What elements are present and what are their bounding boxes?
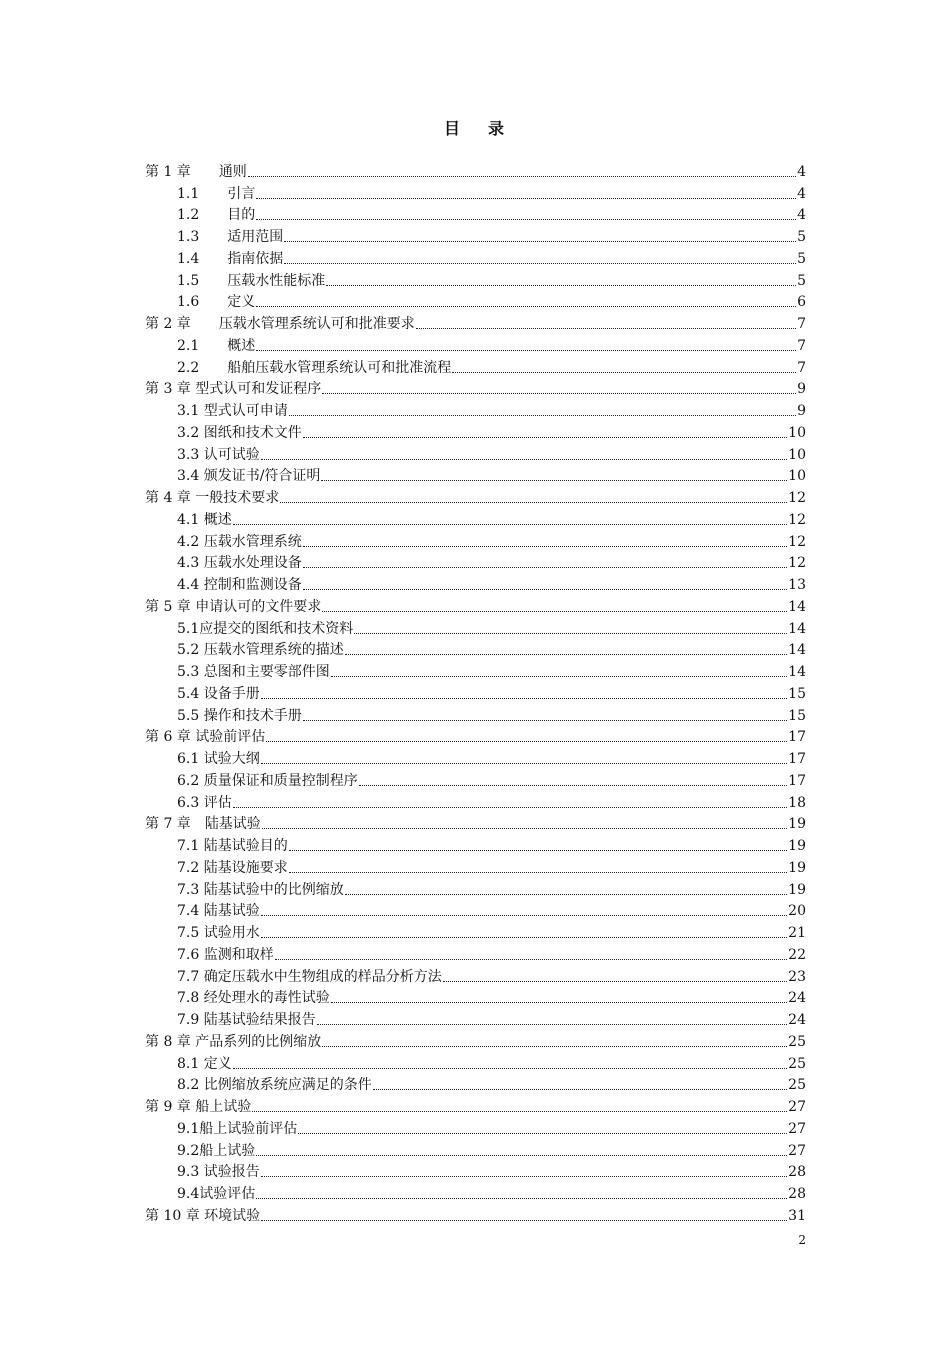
toc-entry-page: 5 (797, 229, 806, 245)
toc-entry-separator (199, 337, 227, 355)
dot-leader (322, 1045, 787, 1047)
toc-entry-number: 5.5 (177, 707, 200, 724)
toc-entry-separator (199, 185, 227, 203)
toc-entry-section[interactable] (145, 681, 806, 703)
dot-leader (275, 958, 787, 960)
dot-leader (233, 806, 787, 808)
toc-entry-label: 压载水管理系统 (203, 533, 302, 550)
toc-entry-number: 4.2 (177, 533, 200, 550)
dot-leader (452, 371, 796, 373)
toc-entry-number: 1.4 (177, 250, 200, 267)
dot-leader (303, 545, 787, 547)
dot-leader (345, 893, 787, 895)
toc-entry-label: 陆基试验目的 (203, 838, 288, 854)
toc-entry-label: 压载水处理设备 (203, 555, 302, 572)
dot-leader (261, 762, 787, 764)
toc-entry-number: 9.3 (177, 1164, 200, 1181)
dot-leader (416, 327, 796, 329)
toc-entry-section[interactable] (145, 420, 806, 442)
toc-entry-section[interactable] (145, 616, 806, 638)
toc-entry-label: 环境试验 (204, 1207, 261, 1224)
toc-entry-page: 22 (788, 946, 806, 963)
toc-entry-chapter[interactable] (145, 594, 806, 616)
dot-leader (256, 218, 796, 220)
toc-entry-label: 监测和取样 (203, 946, 274, 963)
toc-entry-label: 颁发证书/符合证明 (203, 468, 321, 485)
toc-entry-number: 6.3 (177, 794, 200, 811)
toc-entry-section[interactable] (145, 1007, 806, 1029)
toc-entry-separator (199, 250, 227, 268)
toc-entry-page: 31 (788, 1207, 806, 1224)
toc-entry-page: 10 (788, 424, 806, 441)
toc-entry-label: 船上试验 (199, 1142, 256, 1159)
toc-entry-number: 8.1 (177, 1055, 200, 1072)
toc-entry-number: 2.2 (177, 359, 200, 376)
toc-entry-label: 船上试验 (195, 1099, 252, 1115)
toc-entry-label: 应提交的图纸和技术资料 (199, 620, 354, 637)
toc-entry-page: 17 (788, 729, 806, 746)
dot-leader (303, 719, 787, 721)
toc-entry-label: 评估 (203, 794, 232, 811)
toc-entry-number: 7.3 (177, 881, 200, 898)
dot-leader (303, 436, 787, 438)
toc-entry-page: 7 (797, 359, 806, 376)
toc-entry-number: 1.6 (177, 294, 200, 311)
dot-leader (289, 849, 787, 851)
toc-entry-section[interactable] (145, 659, 806, 681)
toc-entry-section[interactable] (145, 964, 806, 986)
toc-entry-page: 27 (788, 1099, 806, 1115)
toc-title (0, 116, 950, 139)
toc-entry-page: 12 (788, 555, 806, 572)
toc-entry-section[interactable] (145, 1138, 806, 1160)
toc-entry-section[interactable] (145, 1181, 806, 1203)
toc-entry-label: 船舶压载水管理系统认可和批准流程 (227, 359, 452, 376)
toc-entry-label: 引言 (227, 185, 256, 202)
toc-entry-number: 5.2 (177, 642, 200, 659)
toc-entry-section[interactable] (145, 572, 806, 594)
dot-leader (256, 349, 796, 351)
toc-entry-number: 第 6 章 (145, 729, 191, 746)
toc-entry-label: 试验大纲 (203, 751, 260, 767)
page-number: 2 (798, 1233, 806, 1247)
toc-entry-page: 15 (788, 685, 806, 702)
toc-entry-page: 14 (788, 664, 806, 680)
toc-entry-number: 1.3 (177, 229, 200, 245)
toc-entry-label: 船上试验前评估 (199, 1120, 298, 1137)
toc-entry-separator (191, 315, 219, 333)
dot-leader (443, 980, 787, 982)
dot-leader (248, 175, 796, 177)
toc-entry-page: 13 (788, 577, 806, 593)
toc-entry-number: 7.7 (177, 968, 200, 985)
toc-entry-section[interactable] (145, 986, 806, 1008)
toc-entry-number: 第 1 章 (145, 163, 191, 180)
toc-entry-number: 5.1 (177, 620, 200, 637)
toc-entry-page: 28 (788, 1164, 806, 1181)
toc-entry-label: 试验前评估 (195, 729, 266, 746)
dot-leader (331, 1001, 787, 1003)
dot-leader (252, 1110, 787, 1112)
dot-leader (322, 610, 787, 612)
toc-entry-label: 确定压载水中生物组成的样品分析方法 (203, 968, 442, 985)
toc-entry-number: 6.2 (177, 772, 200, 789)
toc-entry-page: 25 (788, 1077, 806, 1094)
toc-entry-page: 20 (788, 903, 806, 920)
toc-entry-number: 第 3 章 (145, 381, 191, 398)
toc-entry-section[interactable] (145, 551, 806, 573)
toc-entry-number: 7.2 (177, 859, 200, 876)
toc-entry-label: 操作和技术手册 (203, 707, 302, 724)
toc-entry-page: 6 (797, 294, 806, 311)
toc-entry-section[interactable] (145, 181, 806, 203)
dot-leader (345, 653, 787, 655)
toc-entry-label: 指南依据 (227, 250, 284, 267)
dot-leader (262, 827, 787, 829)
dot-leader (322, 392, 796, 394)
toc-entry-page: 15 (788, 707, 806, 724)
toc-entry-section[interactable] (145, 268, 806, 290)
toc-entry-page: 19 (788, 859, 806, 876)
toc-entry-number: 第 8 章 (145, 1033, 191, 1050)
toc-entry-page: 12 (788, 511, 806, 528)
toc-entry-label: 目的 (227, 207, 256, 224)
toc-entry-section[interactable] (145, 920, 806, 942)
toc-entry-label: 通则 (218, 163, 247, 180)
dot-leader (317, 1023, 787, 1025)
toc-entry-number: 第 9 章 (145, 1099, 191, 1115)
dot-leader (303, 566, 787, 568)
toc-entry-label: 总图和主要零部件图 (203, 664, 330, 680)
toc-entry-number: 3.1 (177, 403, 200, 419)
toc-entry-page: 25 (788, 1033, 806, 1050)
toc-entry-section[interactable] (145, 703, 806, 725)
toc-entry-chapter[interactable] (145, 377, 806, 399)
toc-entry-section[interactable] (145, 790, 806, 812)
toc-entry-page: 27 (788, 1142, 806, 1159)
toc-entry-number: 第 5 章 (145, 598, 191, 615)
dot-leader (261, 458, 787, 460)
toc-entry-section[interactable] (145, 877, 806, 899)
toc-entry-section[interactable] (145, 1116, 806, 1138)
toc-entry-label: 质量保证和质量控制程序 (203, 772, 358, 789)
toc-entry-chapter[interactable] (145, 1203, 806, 1225)
toc-entry-page: 7 (797, 337, 806, 354)
toc-entry-label: 图纸和技术文件 (203, 424, 302, 441)
toc-entry-section[interactable] (145, 507, 806, 529)
toc-entry-page: 5 (797, 272, 806, 289)
dot-leader (256, 197, 796, 199)
toc-entry-number: 第 7 章 (145, 816, 191, 833)
toc-entry-label: 经处理水的毒性试验 (203, 990, 330, 1007)
dot-leader (289, 414, 796, 416)
toc-entry-label: 型式认可和发证程序 (195, 381, 322, 398)
dot-leader (261, 936, 787, 938)
toc-entry-separator (199, 228, 227, 246)
toc-entry-label: 产品系列的比例缩放 (195, 1033, 322, 1050)
dot-leader (261, 914, 787, 916)
toc-entry-number: 4.1 (177, 511, 200, 528)
dot-leader (284, 240, 796, 242)
toc-entry-page: 9 (797, 403, 806, 419)
toc-entry-label: 定义 (227, 294, 256, 311)
toc-entry-number: 9.4 (177, 1186, 200, 1202)
dot-leader (359, 784, 787, 786)
toc-entry-number: 2.1 (177, 337, 200, 354)
toc-entry-number: 3.4 (177, 468, 200, 485)
toc-entry-number: 第 4 章 (145, 490, 191, 506)
toc-entry-page: 7 (797, 316, 806, 332)
toc-entry-chapter[interactable] (145, 725, 806, 747)
toc-entry-section[interactable] (145, 638, 806, 660)
dot-leader (298, 1132, 787, 1134)
toc-entry-section[interactable] (145, 203, 806, 225)
toc-entry-page: 17 (788, 751, 806, 767)
toc-entry-separator (199, 293, 227, 311)
toc-entry-number: 9.2 (177, 1142, 200, 1159)
toc-entry-page: 4 (797, 207, 806, 224)
toc-entry-label: 比例缩放系统应满足的条件 (203, 1077, 372, 1094)
toc-entry-number: 8.2 (177, 1077, 200, 1094)
toc-entry-number: 7.8 (177, 990, 200, 1007)
toc-entry-label: 试验用水 (203, 925, 260, 941)
toc-entry-page: 24 (788, 990, 806, 1007)
toc-entry-number: 3.3 (177, 446, 200, 463)
dot-leader (266, 740, 787, 742)
toc-entry-number: 7.9 (177, 1012, 200, 1028)
toc-entry-label: 陆基试验 (204, 816, 261, 833)
toc-entry-number: 7.6 (177, 946, 200, 963)
toc-entry-section[interactable] (145, 833, 806, 855)
toc-entry-label: 定义 (203, 1055, 232, 1072)
dot-leader (261, 697, 787, 699)
toc-entry-number: 6.1 (177, 751, 200, 767)
dot-leader (256, 1197, 787, 1199)
table-of-contents (145, 159, 806, 1225)
toc-entry-page: 10 (788, 468, 806, 485)
toc-entry-section[interactable] (145, 442, 806, 464)
toc-entry-chapter[interactable] (145, 1029, 806, 1051)
toc-entry-number: 第 10 章 (145, 1207, 200, 1224)
toc-entry-page: 19 (788, 816, 806, 833)
toc-entry-section[interactable] (145, 290, 806, 312)
toc-entry-section[interactable] (145, 246, 806, 268)
toc-entry-section[interactable] (145, 855, 806, 877)
toc-entry-label: 陆基试验结果报告 (203, 1012, 316, 1028)
toc-entry-label: 陆基试验中的比例缩放 (203, 881, 344, 898)
toc-entry-page: 12 (788, 490, 806, 506)
toc-entry-section[interactable] (145, 398, 806, 420)
dot-leader (331, 675, 787, 677)
toc-title-part2: 录 (488, 119, 507, 138)
toc-entry-label: 压载水性能标准 (227, 272, 326, 289)
toc-entry-separator (191, 815, 205, 833)
toc-entry-chapter[interactable] (145, 812, 806, 834)
dot-leader (233, 523, 787, 525)
toc-entry-section[interactable] (145, 746, 806, 768)
dot-leader (289, 871, 787, 873)
toc-entry-page: 19 (788, 881, 806, 898)
toc-entry-number: 4.3 (177, 555, 200, 572)
toc-entry-chapter[interactable] (145, 485, 806, 507)
dot-leader (326, 284, 796, 286)
toc-entry-chapter[interactable] (145, 159, 806, 181)
toc-entry-label: 认可试验 (203, 446, 260, 463)
toc-entry-number: 第 2 章 (145, 316, 191, 332)
toc-entry-page: 12 (788, 533, 806, 550)
toc-entry-separator (199, 272, 227, 290)
toc-entry-number: 9.1 (177, 1120, 200, 1137)
dot-leader (233, 1067, 787, 1069)
dot-leader (354, 632, 787, 634)
toc-entry-section[interactable] (145, 529, 806, 551)
toc-entry-label: 试验评估 (199, 1186, 256, 1202)
toc-entry-number: 1.1 (177, 185, 200, 202)
dot-leader (373, 1088, 787, 1090)
toc-entry-page: 24 (788, 1012, 806, 1028)
toc-entry-page: 4 (797, 163, 806, 180)
dot-leader (261, 1219, 787, 1221)
toc-entry-section[interactable] (145, 899, 806, 921)
toc-title-part1: 目 (443, 119, 462, 138)
toc-entry-number: 7.1 (177, 838, 200, 854)
toc-entry-page: 28 (788, 1186, 806, 1202)
toc-entry-label: 申请认可的文件要求 (195, 598, 322, 615)
toc-entry-section[interactable] (145, 464, 806, 486)
toc-entry-page: 21 (788, 925, 806, 941)
toc-entry-section[interactable] (145, 355, 806, 377)
toc-entry-page: 17 (788, 772, 806, 789)
toc-entry-section[interactable] (145, 224, 806, 246)
toc-entry-page: 18 (788, 794, 806, 811)
toc-entry-number: 1.5 (177, 272, 200, 289)
dot-leader (321, 479, 787, 481)
toc-entry-section[interactable] (145, 942, 806, 964)
toc-entry-page: 27 (788, 1120, 806, 1137)
toc-entry-chapter[interactable] (145, 311, 806, 333)
toc-entry-page: 14 (788, 642, 806, 659)
dot-leader (256, 1154, 787, 1156)
toc-entry-label: 一般技术要求 (195, 490, 280, 506)
toc-entry-section[interactable] (145, 1073, 806, 1095)
toc-entry-separator (199, 359, 227, 377)
toc-entry-page: 4 (797, 185, 806, 202)
toc-entry-chapter[interactable] (145, 1094, 806, 1116)
dot-leader (303, 588, 787, 590)
toc-entry-separator (199, 206, 227, 224)
toc-entry-number: 1.2 (177, 207, 200, 224)
toc-entry-label: 概述 (203, 511, 232, 528)
toc-entry-label: 控制和监测设备 (203, 577, 302, 593)
toc-entry-number: 5.3 (177, 664, 200, 680)
toc-entry-section[interactable] (145, 768, 806, 790)
toc-entry-page: 25 (788, 1055, 806, 1072)
toc-entry-page: 19 (788, 838, 806, 854)
toc-entry-page: 5 (797, 250, 806, 267)
toc-entry-separator (191, 163, 219, 181)
toc-entry-page: 14 (788, 620, 806, 637)
toc-entry-label: 压载水管理系统的描述 (203, 642, 344, 659)
toc-entry-label: 适用范围 (227, 229, 284, 245)
toc-entry-section[interactable] (145, 1051, 806, 1073)
toc-entry-number: 4.4 (177, 577, 200, 593)
toc-entry-page: 23 (788, 968, 806, 985)
toc-entry-page: 9 (797, 381, 806, 398)
toc-entry-label: 型式认可申请 (203, 403, 288, 419)
dot-leader (261, 1175, 787, 1177)
toc-entry-page: 14 (788, 598, 806, 615)
toc-entry-number: 7.4 (177, 903, 200, 920)
dot-leader (280, 501, 787, 503)
toc-entry-label: 压载水管理系统认可和批准要求 (218, 316, 415, 332)
toc-entry-section[interactable] (145, 1160, 806, 1182)
dot-leader (284, 262, 796, 264)
toc-entry-number: 5.4 (177, 685, 200, 702)
toc-entry-number: 3.2 (177, 424, 200, 441)
toc-entry-page: 10 (788, 446, 806, 463)
toc-entry-label: 陆基试验 (203, 903, 260, 920)
toc-entry-label: 设备手册 (203, 685, 260, 702)
dot-leader (256, 305, 796, 307)
toc-entry-label: 概述 (227, 337, 256, 354)
toc-entry-label: 试验报告 (203, 1164, 260, 1181)
toc-entry-section[interactable] (145, 333, 806, 355)
toc-entry-label: 陆基设施要求 (203, 859, 288, 876)
toc-entry-number: 7.5 (177, 925, 200, 941)
